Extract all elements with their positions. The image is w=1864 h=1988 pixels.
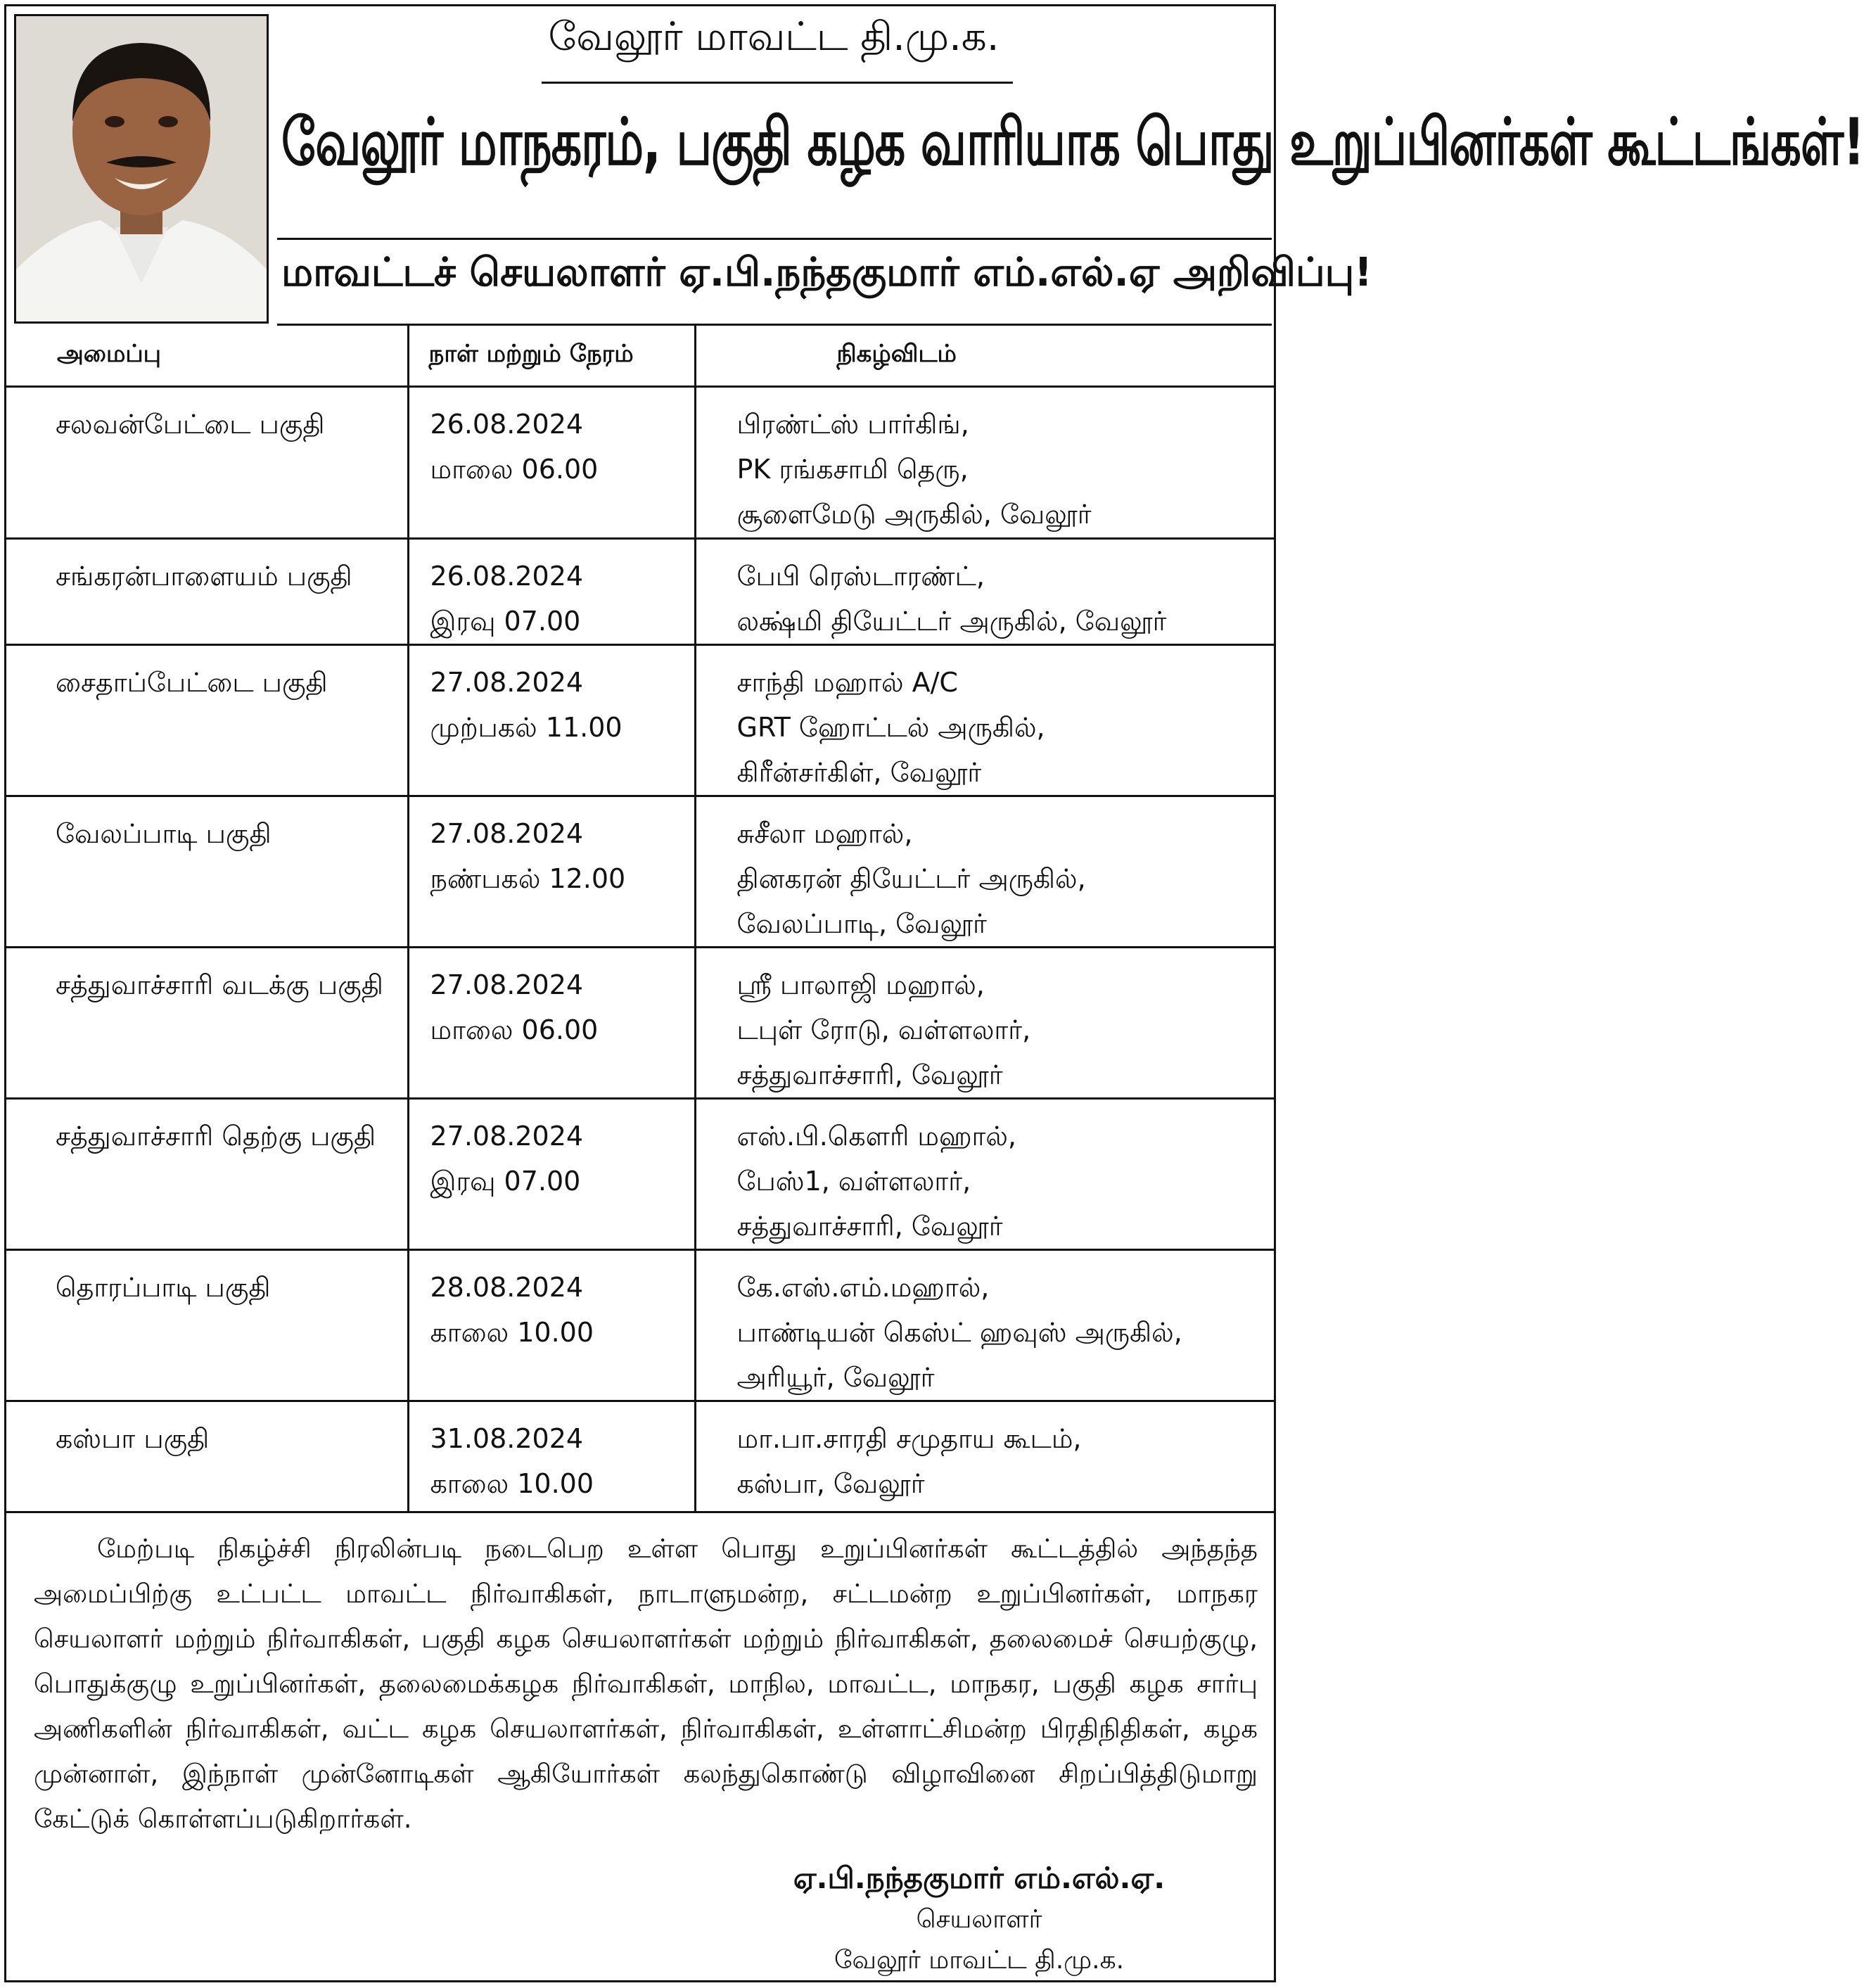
datetime-cell [408,539,695,645]
venue-line: ஸ்ரீ பாலாஜி மஹால், [736,969,985,1000]
time-text: காலை 10.00 [430,1468,594,1499]
venue-line: சாந்தி மஹால் A/C [736,667,958,698]
table-row [6,1099,1274,1250]
signature-organization: வேலூர் மாவட்ட தி.மு.க. [834,1946,1125,1975]
date-text: 26.08.2024 [430,409,584,440]
table-row [6,1250,1274,1401]
table-row [6,948,1274,1099]
table-row [6,387,1274,539]
datetime-cell [408,1250,695,1401]
venue-line: பேபி ரெஸ்டாரண்ட், [736,561,985,592]
unit-cell: சலவன்பேட்டை பகுதி [6,387,408,539]
unit-cell: சைதாப்பேட்டை பகுதி [6,645,408,796]
venue-cell [695,1099,1274,1250]
venue-cell [695,1401,1274,1512]
venue-line: கிரீன்சர்கிள், வேலூர் [736,757,982,788]
date-text: 31.08.2024 [430,1423,584,1454]
venue-line: எஸ்.பி.கௌரி மஹால், [736,1121,1017,1152]
signature-name: ஏ.பி.நந்தகுமார் எம்.எல்.ஏ. [793,1861,1166,1895]
table-header-row [6,325,1274,387]
venue-line: லக்ஷ்மி தியேட்டர் அருகில், வேலூர் [736,606,1167,637]
venue-line: பேஸ்1, வள்ளலார், [736,1166,971,1197]
table-row [6,539,1274,645]
unit-cell: சங்கரன்பாளையம் பகுதி [6,539,408,645]
venue-line: சுசீலா மஹால், [736,818,913,849]
meeting-headline: வேலூர் மாநகரம், பகுதி கழக வாரியாக பொது உறுப்பினர்கள் கூட்டங்கள்! [281,106,1864,181]
venue-cell [695,1250,1274,1401]
title-underline [542,82,1013,84]
announcement-line: மாவட்டச் செயலாளர் ஏ.பி.நந்தகுமார் எம்.எல்.ஏ அறிவிப்பு! [281,250,1372,295]
datetime-cell [408,1099,695,1250]
column-header-venue: நிகழ்விடம் [695,325,1274,387]
venue-line: பாண்டியன் கெஸ்ட் ஹவுஸ் அருகில், [736,1317,1182,1348]
venue-line: கஸ்பா, வேலூர் [736,1468,925,1499]
datetime-cell [408,645,695,796]
venue-line: சத்துவாச்சாரி, வேலூர் [736,1211,1003,1242]
date-text: 28.08.2024 [430,1272,584,1303]
venue-line: அரியூர், வேலூர் [736,1362,935,1393]
time-text: நண்பகல் 12.00 [430,863,626,894]
time-text: மாலை 06.00 [430,454,599,485]
date-text: 27.08.2024 [430,667,584,698]
date-text: 27.08.2024 [430,1121,584,1152]
unit-cell: கஸ்பா பகுதி [6,1401,408,1512]
venue-line: வேலப்பாடி, வேலூர் [736,908,987,939]
datetime-cell [408,1401,695,1512]
signature-role: செயலாளர் [916,1905,1042,1934]
time-text: காலை 10.00 [430,1317,594,1348]
time-text: இரவு 07.00 [430,606,581,637]
venue-line: PK ரங்கசாமி தெரு, [736,454,969,485]
column-header-datetime: நாள் மற்றும் நேரம் [408,325,695,387]
unit-cell: வேலப்பாடி பகுதி [6,796,408,948]
unit-cell: சத்துவாச்சாரி தெற்கு பகுதி [6,1099,408,1250]
table-row [6,796,1274,948]
column-header-unit: அமைப்பு [6,325,408,387]
venue-line: சத்துவாச்சாரி, வேலூர் [736,1059,1003,1090]
datetime-cell [408,796,695,948]
leader-portrait [14,14,269,324]
date-text: 26.08.2024 [430,561,584,592]
datetime-cell [408,387,695,539]
time-text: முற்பகல் 11.00 [430,712,623,743]
headline-divider [277,238,1272,240]
unit-cell: தொரப்பாடி பகுதி [6,1250,408,1401]
date-text: 27.08.2024 [430,818,584,849]
meeting-schedule-table [6,325,1274,1513]
unit-cell: சத்துவாச்சாரி வடக்கு பகுதி [6,948,408,1099]
venue-line: டபுள் ரோடு, வள்ளலார், [736,1014,1031,1045]
table-row [6,1401,1274,1512]
venue-cell [695,539,1274,645]
venue-line: மா.பா.சாரதி சமுதாய கூடம், [736,1423,1082,1454]
venue-cell [695,948,1274,1099]
signature-block [761,1857,1197,1981]
date-text: 27.08.2024 [430,969,584,1000]
time-text: இரவு 07.00 [430,1166,581,1197]
venue-cell [695,645,1274,796]
venue-line: பிரண்ட்ஸ் பார்கிங், [736,409,969,440]
datetime-cell [408,948,695,1099]
venue-line: GRT ஹோட்டல் அருகில், [736,712,1045,743]
venue-cell [695,796,1274,948]
invitation-paragraph: மேற்படி நிகழ்ச்சி நிரலின்படி நடைபெற உள்ள பொது உறுப்பினர்கள் கூட்டத்தில் அந்தந்த அமைப்பிற்கு உட்பட்ட மாவட்ட நிர்வாகிகள், நாடாளுமன்ற, சட்டமன்ற உறுப்பினர்கள், மாநகர செயலாளர் மற்றும் நிர்வாகிகள், பகுதி கழக செயலாளர்கள் மற்றும் நிர்வாகிகள், தலைமைச் செயற்குழு, பொதுக்குழு உறுப்பினர்கள், தலைமைக்கழக நிர்வாகிகள், மாநில, மாவட்ட, மாநகர, பகுதி கழக சார்பு அணிகளின் நிர்வாகிகள், வட்ட கழக செயலாளர்கள், நிர்வாகிகள், உள்ளாட்சிமன்ற பிரதிநிதிகள், கழக முன்னாள், இந்நாள் முன்னோடிகள் ஆகியோர்கள் கலந்துகொண்டு விழாவினை சிறப்பித்திடுமாறு கேட்டுக் கொள்ளப்படுகிறார்கள். [34,1534,1258,1834]
venue-cell [695,387,1274,539]
time-text: மாலை 06.00 [430,1014,599,1045]
district-title: வேலூர் மாவட்ட தி.மு.க. [548,14,1000,60]
venue-line: தினகரன் தியேட்டர் அருகில், [736,863,1086,894]
venue-line: சூளைமேடு அருகில், வேலூர் [736,499,1092,530]
table-row [6,645,1274,796]
venue-line: கே.எஸ்.எம்.மஹால், [736,1272,990,1303]
